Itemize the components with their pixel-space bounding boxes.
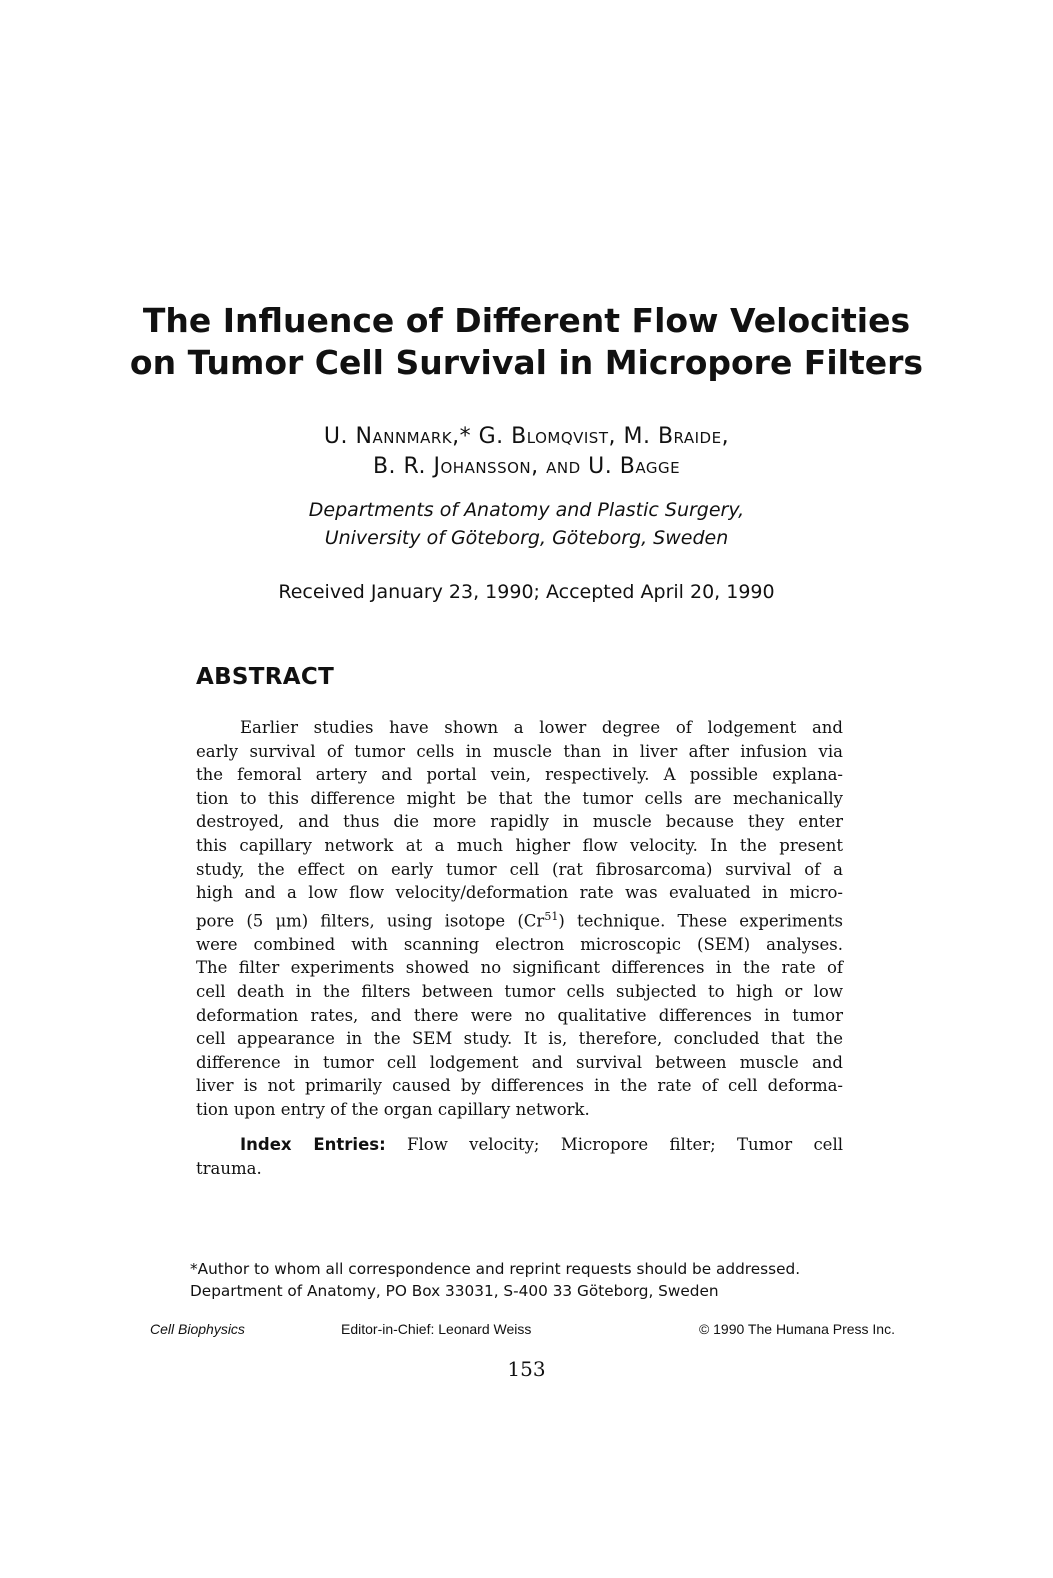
received-dates: Received January 23, 1990; Accepted April 20, 1990: [278, 581, 775, 603]
correspondence-footnote: [190, 1258, 890, 1302]
index-entries: [196, 1133, 843, 1181]
abstract-line: The filter experiments showed no significant differences in the rate of: [196, 958, 843, 978]
index-entries-text: Flow velocity; Micropore filter; Tumor cell: [407, 1135, 843, 1154]
abstract-line: destroyed, and thus die more rapidly in muscle because they enter: [196, 812, 843, 832]
abstract-line: cell death in the filters between tumor cells subjected to high or low: [196, 982, 843, 1002]
abstract-line: difference in tumor cell lodgement and survival between muscle and: [196, 1052, 843, 1072]
author-list: [120, 422, 933, 482]
affiliation: [120, 496, 933, 552]
index-entries-line-1: [196, 1133, 843, 1157]
isotope-superscript: 51: [544, 909, 559, 923]
copyright-notice: © 1990 The Humana Press Inc.: [698, 1321, 895, 1337]
index-entries-line-2: trauma.: [196, 1159, 262, 1178]
abstract-line: liver is not primarily caused by differences in the rate of cell deforma-: [196, 1076, 843, 1096]
abstract-line: deformation rates, and there were no qualitative differences in tumor: [196, 1005, 843, 1025]
affiliation-line-2: University of Göteborg, Göteborg, Sweden: [324, 527, 729, 549]
footnote-line-1: *Author to whom all correspondence and reprint requests should be addressed.: [190, 1260, 801, 1278]
abstract-line: the femoral artery and portal vein, respectively. A possible explana-: [196, 765, 843, 785]
paper-title: [120, 300, 933, 384]
index-entries-label: Index Entries:: [240, 1135, 386, 1154]
abstract-line: tion upon entry of the organ capillary network.: [196, 1100, 590, 1119]
abstract-line: were combined with scanning electron microscopic (SEM) analyses.: [196, 934, 843, 954]
authors-line-2: B. R. Johansson, and U. Bagge: [372, 454, 681, 479]
abstract-body: [196, 716, 843, 1122]
editor-in-chief: Editor-in-Chief: Leonard Weiss: [341, 1321, 532, 1337]
abstract-heading: ABSTRACT: [196, 664, 335, 690]
title-line-1: The Influence of Different Flow Velocities: [142, 301, 911, 340]
journal-name: Cell Biophysics: [150, 1321, 245, 1337]
page-number: 153: [507, 1357, 546, 1381]
abstract-line: this capillary network at a much higher flow velocity. In the present: [196, 835, 843, 855]
abstract-line: Earlier studies have shown a lower degree of lodgement and: [240, 718, 843, 737]
abstract-line: study, the effect on early tumor cell (rat fibrosarcoma) survival of a: [196, 859, 843, 879]
abstract-line: pore (5 μm) filters, using isotope (Cr$^{51}$) technique. These experiments: [196, 909, 843, 931]
affiliation-line-1: Departments of Anatomy and Plastic Surgery,: [308, 499, 745, 521]
title-line-2: on Tumor Cell Survival in Micropore Filters: [129, 343, 924, 382]
journal-footer: [150, 1321, 895, 1343]
footnote-line-2: Department of Anatomy, PO Box 33031, S-400 33 Göteborg, Sweden: [190, 1282, 719, 1300]
abstract-line: cell appearance in the SEM study. It is, therefore, concluded that the: [196, 1029, 843, 1049]
authors-line-1: U. Nannmark,* G. Blomqvist, M. Braide,: [323, 424, 730, 449]
abstract-line: tion to this difference might be that the tumor cells are mechanically: [196, 788, 843, 808]
abstract-line: early survival of tumor cells in muscle than in liver after infusion via: [196, 741, 843, 761]
abstract-line: high and a low flow velocity/deformation rate was evaluated in micro-: [196, 883, 843, 903]
